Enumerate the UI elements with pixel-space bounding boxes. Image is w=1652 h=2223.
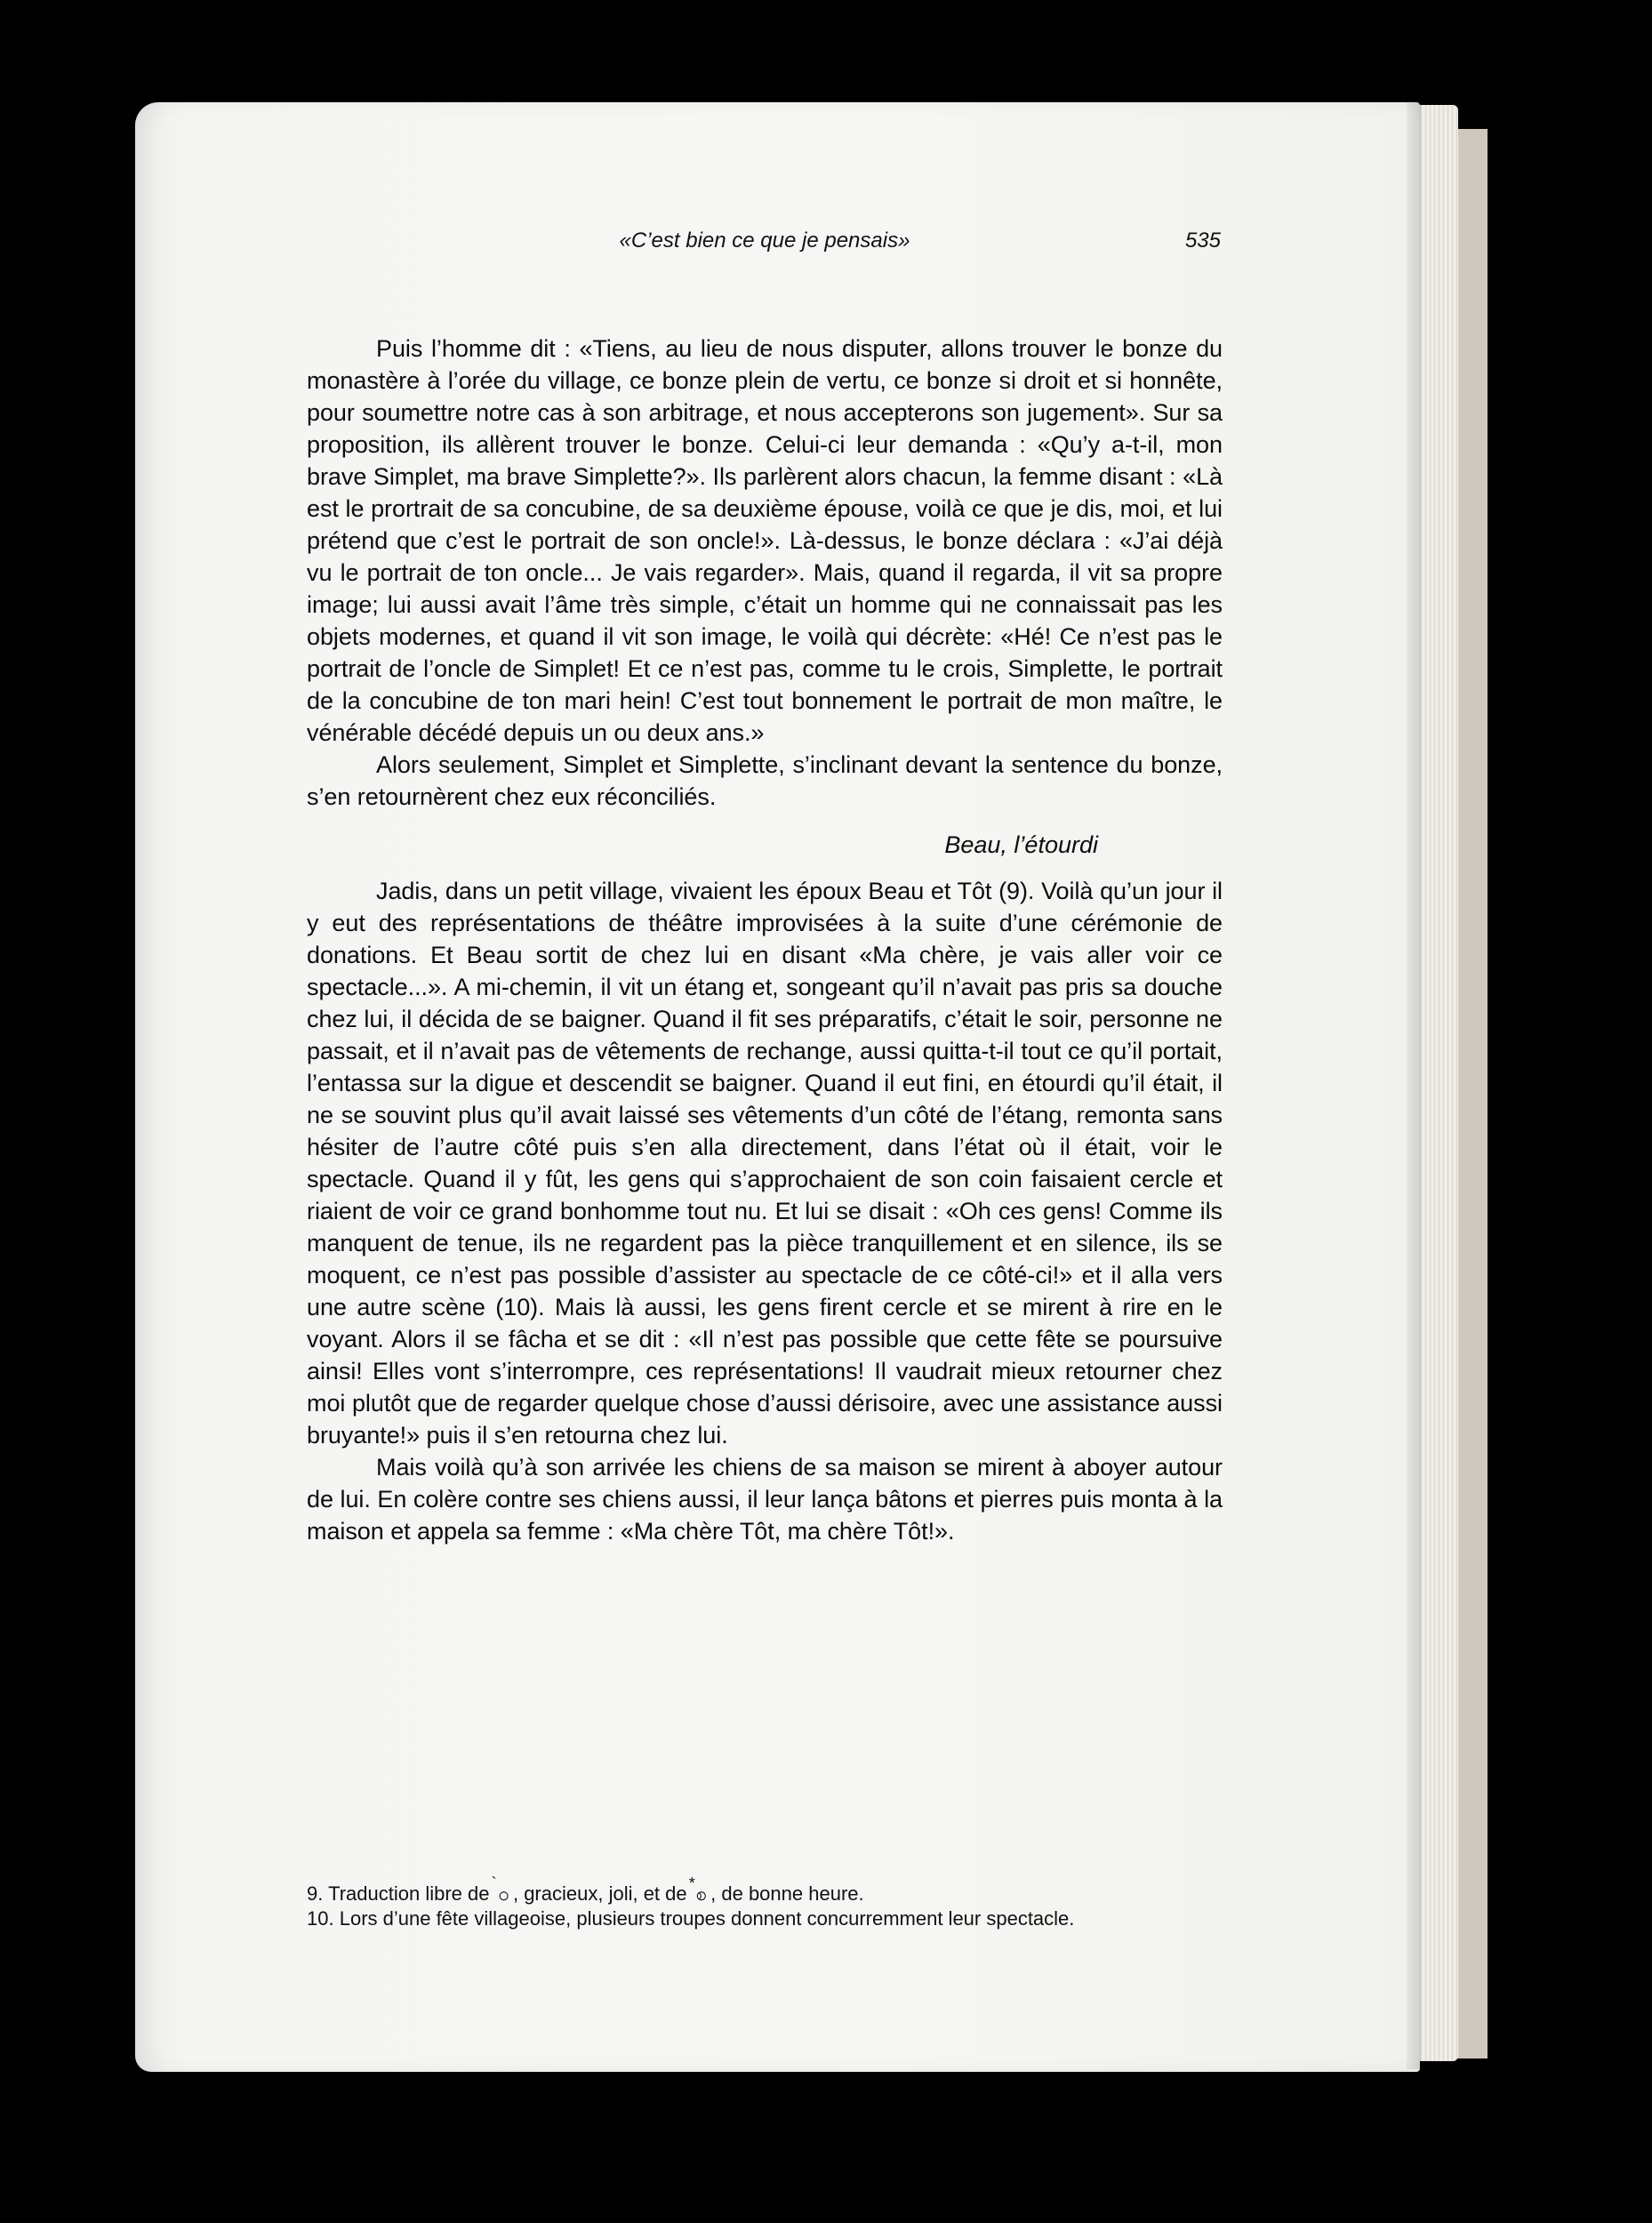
paragraph: Alors seulement, Simplet et Simplette, s’inclinant devant la sentence du bonze, s’en retournèrent chez eux réconciliés.	[307, 751, 1223, 810]
section-title: Beau, l’étourdi	[944, 831, 1098, 858]
page-number: 535	[1184, 229, 1221, 253]
footnote-number: 9.	[307, 1882, 324, 1905]
paragraph: Mais voilà qu’à son arrivée les chiens de sa maison se mirent à aboyer autour de lui. En colère contre ses chiens aussi, il leur lança bâtons et pierres puis monta à la maison et appela sa femme : «Ma chère Tôt, ma chère Tôt!».	[307, 1454, 1223, 1545]
running-head-title: «C’est bien ce que je pensais»	[619, 229, 910, 253]
footnotes	[307, 1874, 1249, 1931]
paragraph: Puis l’homme dit : «Tiens, au lieu de nous disputer, allons trouver le bonze du monastère à l’orée du village, ce bonze plein de vertu, ce bonze si droit et si honnête, pour soumettre notre cas à son arbitrage, et nous accepterons son jugement». Sur sa proposition, ils allèrent trouver le bonze. Celui-ci leur demanda : «Qu’y a-t-il, mon brave Simplet, ma brave Simplette?». Ils parlèrent alors chacun, la femme disant : «Là est le prortrait de sa concubine, de sa deuxième épouse, voilà ce que je dis, moi, et lui prétend que c’est le portrait de son oncle!». Là-dessus, le bonze déclara : «J’ai déjà vu le portrait de ton oncle... Je vais regarder». Mais, quand il regarda, il vit sa propre image; lui aussi avait l’âme très simple, c’était un homme qui ne connaissait pas les objets modernes, et quand il vit son image, le voilà qui décrète: «Hé! Ce n’est pas le portrait de l’oncle de Simplet! Et ce n’est pas, comme tu le crois, Simplette, le portrait de la concubine de ton mari hein! C’est tout bonnement le portrait de mon maître, le vénérable décédé depuis un ou deux ans.»	[307, 335, 1223, 746]
footnote-9	[307, 1874, 1249, 1906]
footnote-text: Traduction libre de	[328, 1882, 490, 1905]
footnote-10	[307, 1906, 1249, 1931]
paragraph: Jadis, dans un petit village, vivaient les époux Beau et Tôt (9). Voilà qu’un jour il y eut des représentations de théâtre improvisées à la suite d’une cérémonie de donations. Et Beau sortit de chez lui en disant «Ma chère, je vais aller voir ce spectacle...». A mi-chemin, il vit un étang et, songeant qu’il n’avait pas pris sa douche chez lui, il décida de se baigner. Quand il fit ses préparatifs, c’était le soir, personne ne passait, et il n’avait pas de vêtements de rechange, aussi quitta-t-il tout ce qu’il portait, l’entassa sur la digue et descendit se baigner. Quand il eut fini, en étourdi qu’il était, il ne se souvint plus qu’il avait laissé ses vêtements d’un côté de l’étang, remonta sans hésiter de l’autre côté puis s’en alla directement, dans l’état où il était, voir le spectacle. Quand il y fût, les gens qui s’approchaient de son coin faisaient cercle et riaient de voir ce grand bonhomme tout nu. Et lui se disait : «Oh ces gens! Comme ils manquent de tenue, ils ne regardent pas la pièce tranquillement et en silence, ils se moquent, ce n’est pas possible d’assister au spectacle de ce côté-ci!» et il alla vers une autre scène (10). Mais là aussi, les gens firent cercle et se mirent à rire en le voyant. Alors il se fâcha et se dit : «Il n’est pas possible que cette fête se poursuive ainsi! Elles vont s’interrompre, ces représentations! Il vaudrait mieux retourner chez moi plutôt que de regarder quelque chose d’aussi dérisoire, avec une assistance aussi bruyante!» puis il s’en retourna chez lui.	[307, 878, 1223, 1449]
burmese-glyph: ` ဝ	[491, 1874, 509, 1905]
burmese-glyph: * စ	[688, 1874, 708, 1905]
page-fold-shadow	[1407, 100, 1421, 2069]
footnote-text: Lors d’une fête villageoise, plusieurs troupes donnent concurremment leur spectacle.	[339, 1907, 1075, 1930]
footnote-text: , de bonne heure.	[710, 1882, 864, 1905]
footnote-number: 10.	[307, 1907, 334, 1930]
footnote-text: , gracieux, joli, et de	[512, 1882, 687, 1905]
main-text	[307, 333, 1223, 1547]
